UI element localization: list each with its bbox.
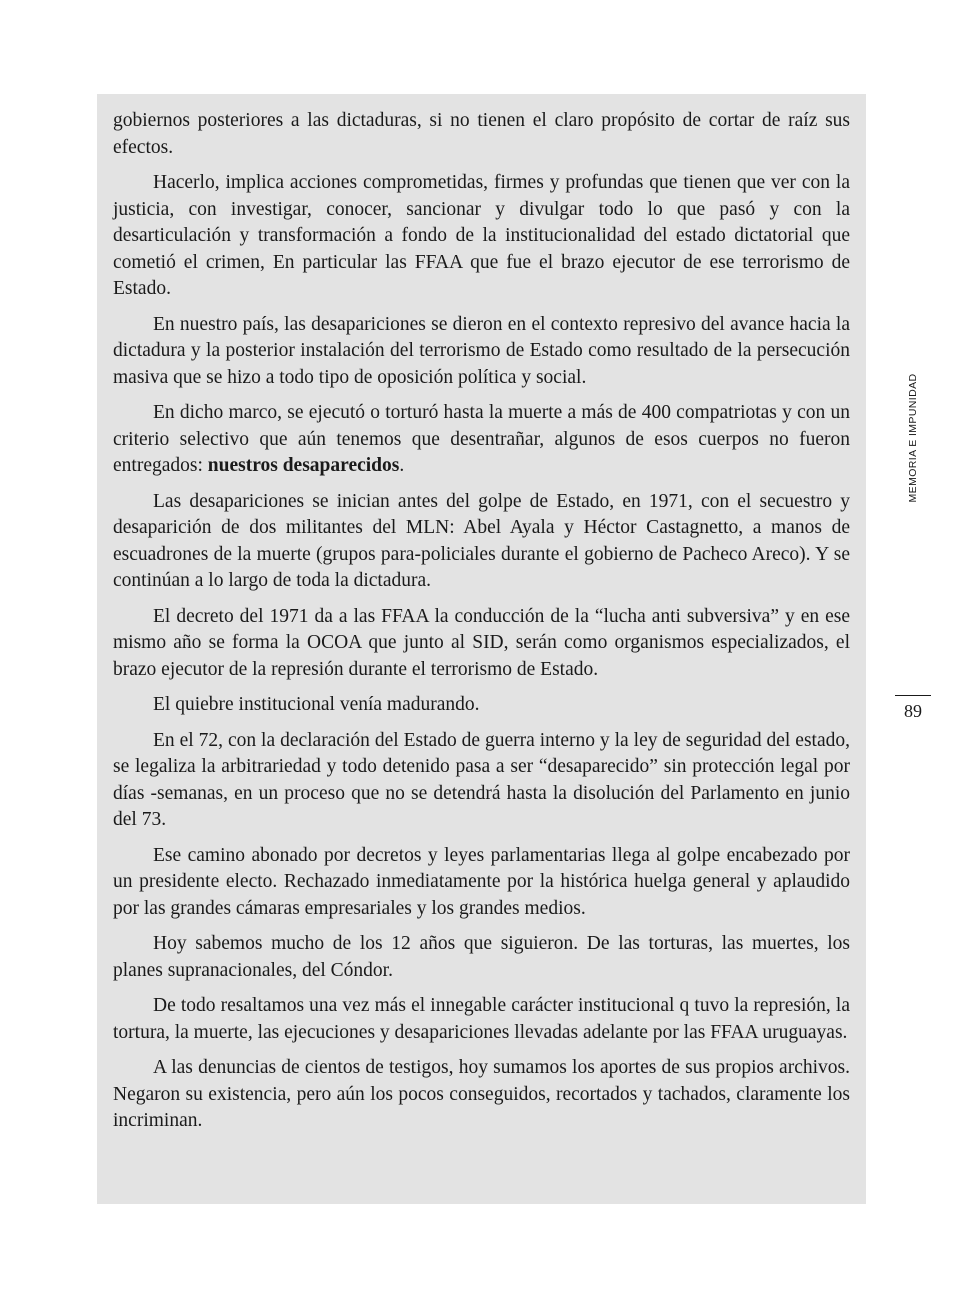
paragraph-5: Las desapariciones se inician antes del golpe de Estado, en 1971, con el secuestro y desaparición de dos militantes del MLN: Abel Ayala y Héctor Castagnetto, a manos de escuadrones de la muerte (grupos para-policiales durante el gobierno de Pacheco Areco). Y se continúan a lo largo de toda la dictadura.	[113, 490, 850, 591]
paragraph-8: En el 72, con la declaración del Estado de guerra interno y la ley de seguridad del estado, se legaliza la arbitrariedad y todo detenido pasa a ser “desaparecido” sin protección legal por días -semanas, en un proceso que no se detendrá hasta la disolución del Parlamento en junio del 73.	[113, 729, 850, 830]
text-box	[97, 94, 866, 1204]
paragraph-3: En nuestro país, las desapariciones se dieron en el contexto represivo del avance hacia la dictadura y la posterior instalación del terrorismo de Estado como resultado de la persecución masiva que se hizo a todo tipo de oposición política y social.	[113, 313, 850, 388]
paragraph-1: gobiernos posteriores a las dictaduras, si no tienen el claro propósito de cortar de raíz sus efectos.	[113, 110, 850, 158]
paragraph-10: Hoy sabemos mucho de los 12 años que siguieron. De las torturas, las muertes, los planes supranacionales, del Cóndor.	[113, 933, 850, 981]
paragraph-9: Ese camino abonado por decretos y leyes parlamentarias llega al golpe encabezado por un presidente electo. Rechazado inmediatamente por la histórica huelga general y aplaudido por las grandes cámaras empresariales y los grandes medios.	[113, 844, 850, 919]
paragraph-6: El decreto del 1971 da a las FFAA la conducción de la “lucha anti subversiva” y en ese mismo año se forma la OCOA que junto al SID, serán como organismos especializados, el brazo ejecutor de la represión durante el terrorismo de Estado.	[113, 605, 850, 680]
paragraph-4-end: .	[399, 455, 405, 476]
paragraph-12: A las denuncias de cientos de testigos, hoy sumamos los aportes de sus propios archivos. Negaron su existencia, pero aún los pocos conseguidos, recortados y tachados, claramente los incriminan.	[113, 1057, 850, 1131]
page-number-rule	[895, 695, 931, 696]
paragraph-4-text: En dicho marco, se ejecutó o torturó hasta la muerte a más de 400 compatriotas y con un criterio selectivo que aún tenemos que desentrañar, algunos de esos cuerpos no fueron entregados:	[113, 402, 850, 476]
paragraph-2: Hacerlo, implica acciones comprometidas, firmes y profundas que tienen que ver con la justicia, con investigar, conocer, sancionar y divulgar todo lo que pasó y con la desarticulación y transformación a fondo de la institucionalidad del estado dictatorial que cometió el crimen, En particular las FFAA que fue el brazo ejecutor de ese terrorismo de Estado.	[113, 172, 850, 299]
paragraph-4-bold: nuestros desaparecidos	[207, 455, 400, 476]
paragraph-7: El quiebre institucional venía madurando.	[153, 694, 480, 715]
paragraph-11: De todo resaltamos una vez más el innegable carácter institucional q tuvo la represión, la tortura, la muerte, las ejecuciones y desapariciones llevadas adelante por las FFAA uruguayas.	[113, 995, 850, 1043]
paragraph-4	[113, 400, 850, 480]
running-header-vertical: MEMORIA E IMPUNIDAD	[907, 373, 919, 503]
page-number: 89	[904, 701, 922, 721]
